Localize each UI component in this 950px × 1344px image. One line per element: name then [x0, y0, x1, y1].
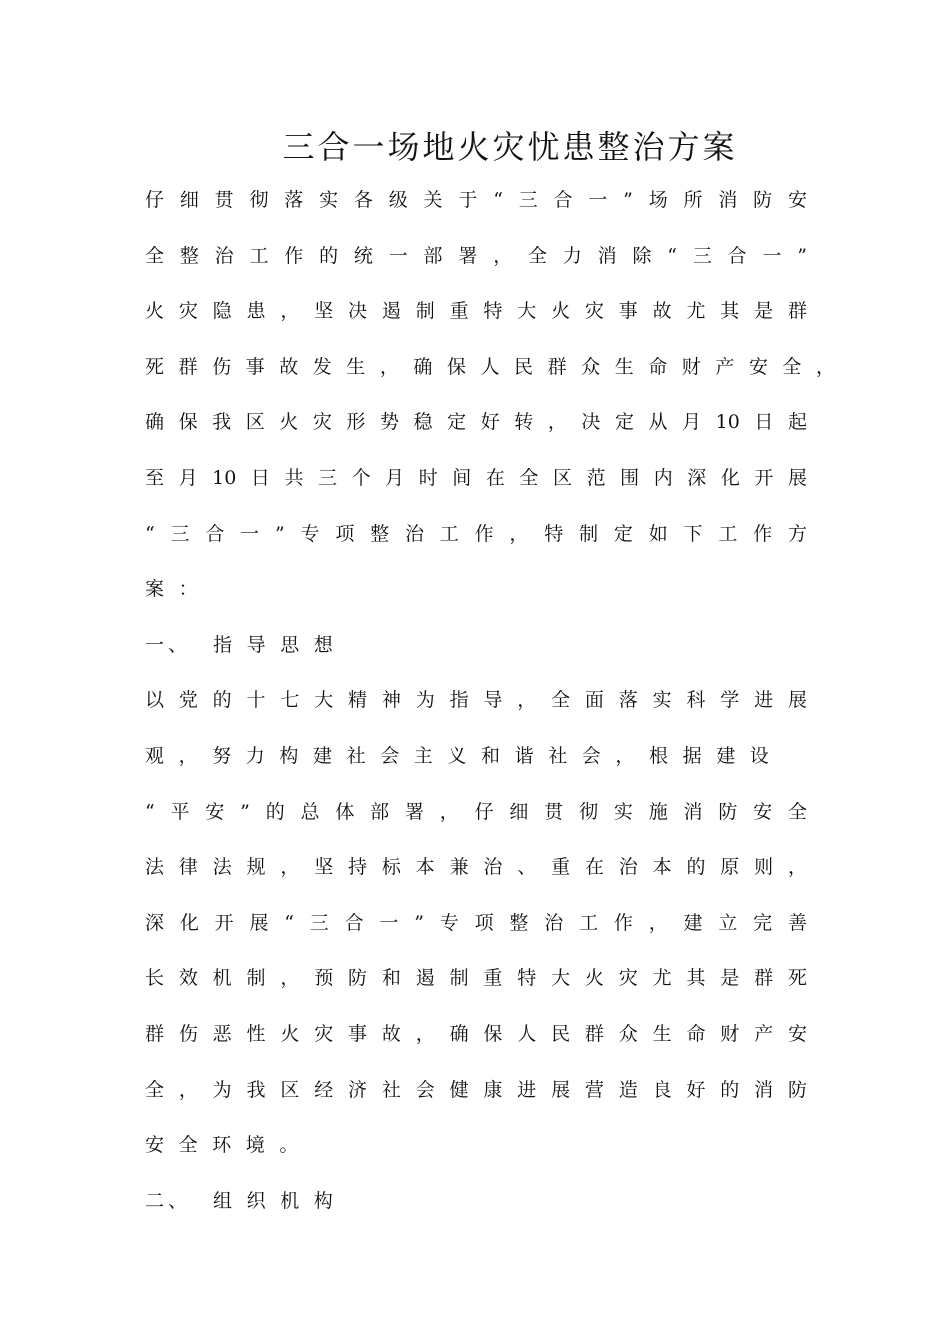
- section-number: 一、: [145, 633, 192, 656]
- text-line: 确保我区火灾形势稳定好转，决定从月10日起: [145, 411, 807, 434]
- text-line: “三合一”专项整治工作，特制定如下工作方: [145, 522, 807, 545]
- text-line: 火灾隐患，坚决遏制重特大火灾事故尤其是群: [145, 300, 807, 323]
- text-line: 案：: [145, 578, 213, 601]
- text-line: 全整治工作的统一部署，全力消除“三合一”: [145, 244, 807, 267]
- section-heading-organization: [145, 1181, 845, 1237]
- text-line: 长效机制，预防和遏制重特大火灾尤其是群死: [145, 967, 807, 990]
- section-number: 二、: [145, 1189, 192, 1212]
- section-heading-guiding-ideology: [145, 625, 845, 681]
- text-line: 死群伤事故发生，确保人民群众生命财产安全，: [145, 355, 835, 378]
- paragraph-intro: [145, 180, 845, 625]
- text-line: 至月10日共三个月时间在全区范围内深化开展: [145, 466, 807, 489]
- text-line: 仔细贯彻落实各级关于“三合一”场所消防安: [145, 189, 807, 211]
- document-title: 三合一场地火灾忧患整治方案: [282, 128, 738, 166]
- text-line: 以党的十七大精神为指导，全面落实科学进展: [145, 689, 807, 712]
- section-heading-text: 指导思想: [213, 633, 348, 656]
- text-line: 全，为我区经济社会健康进展营造良好的消防: [145, 1078, 807, 1101]
- section-heading-text: 组织机构: [213, 1189, 348, 1212]
- text-line: 法律法规，坚持标本兼治、重在治本的原则，: [145, 856, 807, 879]
- text-line: 群伤恶性火灾事故，确保人民群众生命财产安: [145, 1022, 807, 1045]
- paragraph-guiding-ideology: [145, 680, 845, 1180]
- text-line: 观，努力构建社会主义和谐社会，根据建设: [145, 744, 784, 767]
- document-body: [145, 180, 845, 1236]
- text-line: 深化开展“三合一”专项整治工作，建立完善: [145, 911, 807, 934]
- text-line: 安全环境。: [145, 1134, 314, 1157]
- text-line: “平安”的总体部署，仔细贯彻实施消防安全: [145, 800, 807, 823]
